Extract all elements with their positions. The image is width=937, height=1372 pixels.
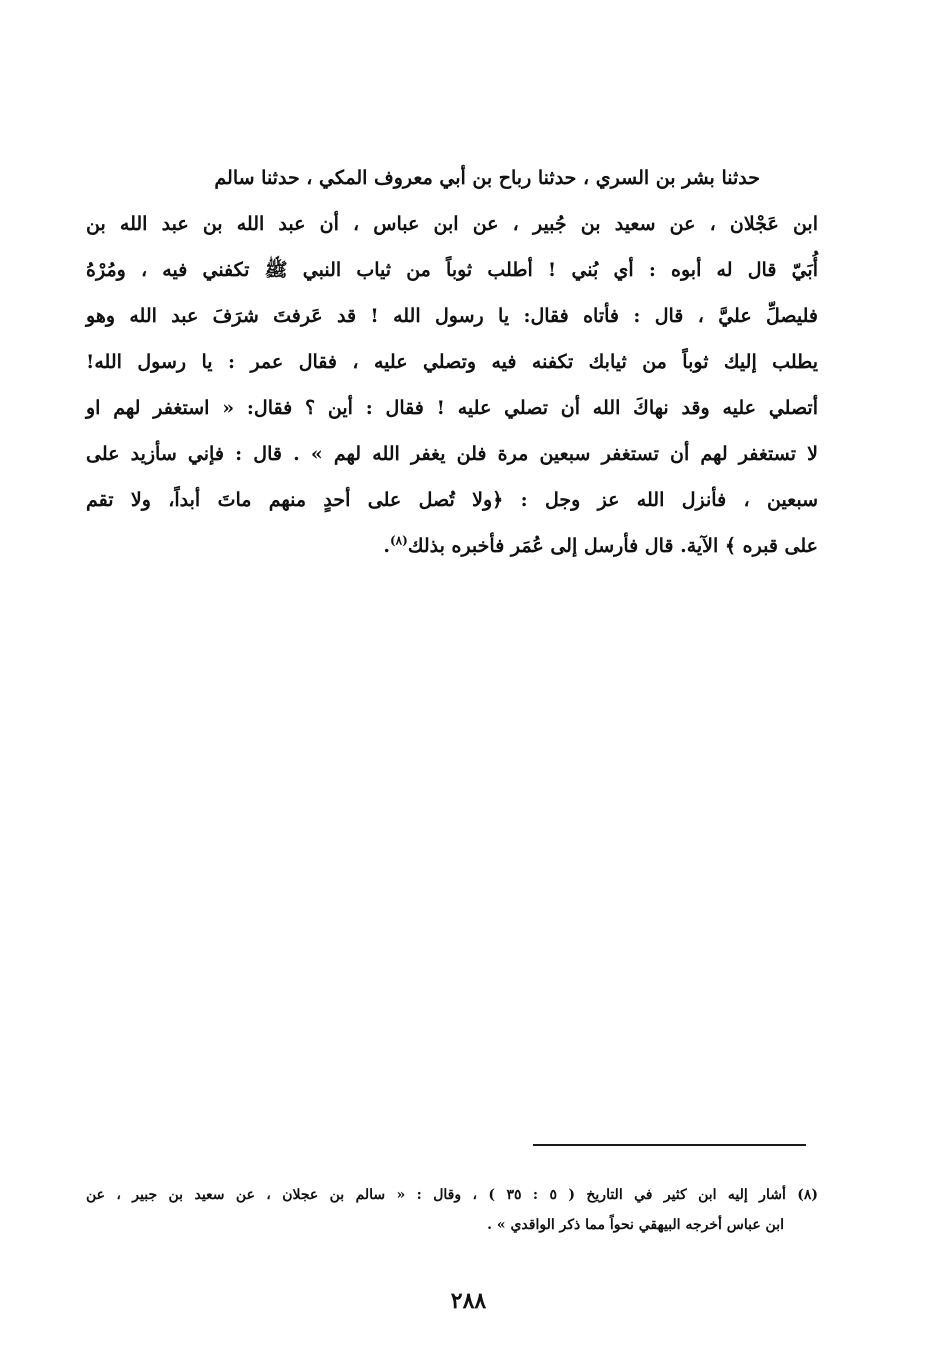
end-mark: . bbox=[383, 535, 390, 557]
footnote-divider bbox=[533, 1144, 806, 1146]
text-line: سبعين ، فأنزل الله عز وجل : ﴿ولا تُصل على أحدٍ منهم ماتَ أبداً، ولا تقم bbox=[86, 489, 818, 511]
footnote-line: ابن عباس أخرجه البيهقي نحواً مما ذكر الواقدي » . bbox=[487, 1217, 784, 1233]
text-line: ابن عَجْلان ، عن سعيد بن جُبير ، عن ابن عباس ، أن عبد الله بن عبد الله بن bbox=[86, 213, 818, 235]
text-line: لا تستغفر لهم أن تستغفر سبعين مرة فلن يغفر الله لهم » . قال : فإني سأزيد على bbox=[86, 443, 818, 465]
text-line: أُبَيّ قال له أبوه : أي بُني ! أطلب ثوباً من ثياب النبي ﷺ تكفني فيه ، ومُرْهُ bbox=[86, 259, 818, 281]
footnote-line: (٨) أشار إليه ابن كثير في التاريخ ( ٥ : ٣٥ ) ، وقال : « سالم بن عجلان ، عن سعيد بن جبير ، عن bbox=[86, 1187, 818, 1203]
footnote bbox=[86, 1180, 818, 1240]
text-line: فليصلِّ عليَّ ، قال : فأتاه فقال: يا رسول الله ! قد عَرفتَ شرَفَ عبد الله وهو bbox=[86, 305, 818, 327]
main-text bbox=[86, 155, 818, 569]
text-line: يطلب إليك ثوباً من ثيابك تكفنه فيه وتصلي عليه ، فقال عمر : يا رسول الله! bbox=[86, 351, 818, 373]
text-line: حدثنا بشر بن السري ، حدثنا رباح بن أبي معروف المكي ، حدثنا سالم bbox=[214, 167, 760, 189]
text-line-last bbox=[86, 523, 818, 569]
footnote-reference: (٨) bbox=[389, 533, 408, 548]
page-number: ٢٨٨ bbox=[450, 1288, 487, 1314]
text-line-last-content: على قبره ﴾ الآية. قال فأرسل إلى عُمَر فأخبره بذلك bbox=[407, 535, 818, 557]
text-line: أتصلي عليه وقد نهاكَ الله أن تصلي عليه ! فقال : أين ؟ فقال: « استغفر لهم او bbox=[86, 397, 818, 419]
